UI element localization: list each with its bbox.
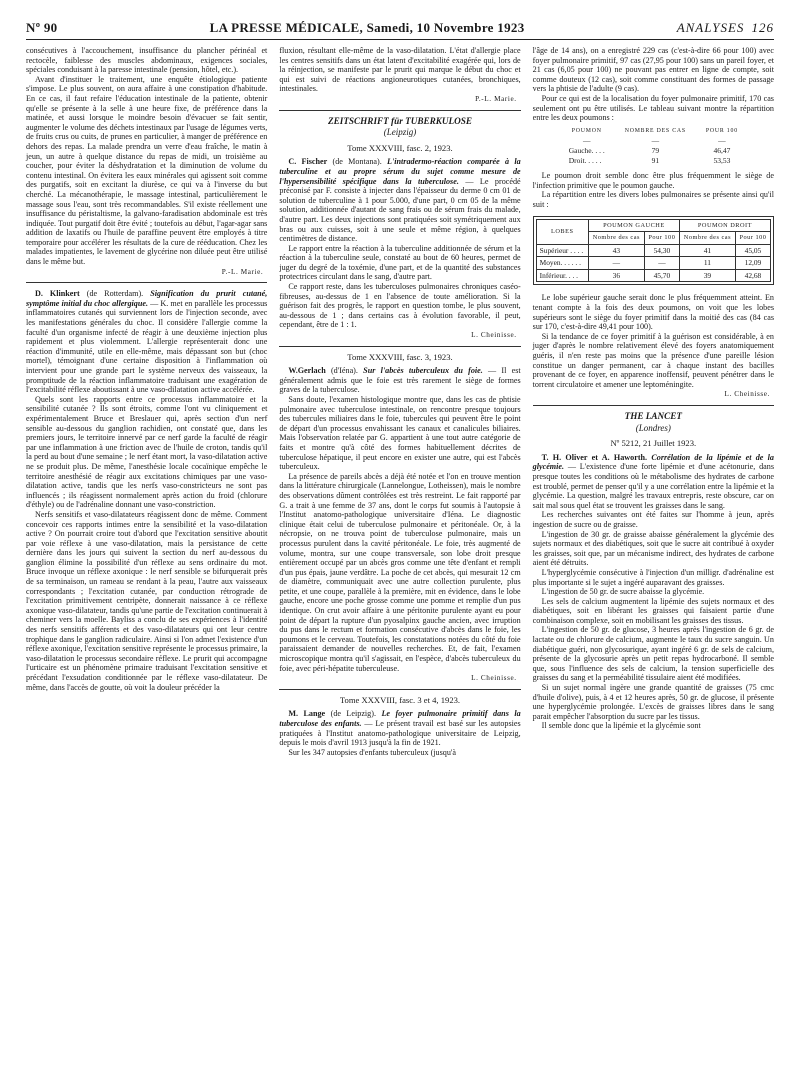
article-author: T. H. Oliver et A. Haworth.	[541, 452, 648, 462]
column-1	[26, 46, 267, 757]
article-title: Signification du prurit cutané, symptôme initial du choc allergique.	[26, 289, 268, 308]
divider	[279, 110, 520, 111]
signature: P.-L. Marie.	[221, 267, 264, 276]
paragraph: La répartition entre les divers lobes pulmonaires se présente ainsi qu'il suit :	[532, 190, 774, 209]
article-text: — Il est généralement admis que le foie est très rarement le siège de formes graves de la tuberculose.	[279, 366, 521, 395]
table-header: POUMON DROIT	[679, 219, 770, 232]
table-row	[559, 146, 748, 156]
table-cell: Inférieur. . . .	[536, 269, 588, 282]
article-author: W.Gerlach	[288, 366, 326, 376]
table-cell: —	[644, 257, 679, 270]
table-cell: 45,70	[644, 269, 679, 282]
table-cell: 43	[588, 244, 644, 257]
table-cell: 42,68	[735, 269, 770, 282]
lung-distribution-table: POUMON NOMBRE DES CAS POUR 100 — — — Gauche. . . . 79 46,47 Droit. . . . . 91 53,53	[559, 127, 748, 165]
paragraph: l'âge de 14 ans), on a enregistré 229 cas (c'est-à-dire 66 pour 100) avec foyer pulmonaire primitif, 97 cas (27,95 pour 100) sans un pareil foyer, et 21 cas (6,05 pour 100) ne pouvant pas entrer en ligne de compte, soit comme douteux (12 cas), soit comme constituant des formes de passage vers la phtisie de l'adulte (9 cas).	[532, 46, 774, 94]
paragraph: L'ingestion de 30 gr. de graisse abaisse généralement la glycémie des sujets normaux et des diabétiques, soit que le sucre ait contribué à oxyder les graisses, soit que, par un mécanisme indirect, des hydrates de carbone aient été détruits.	[532, 529, 774, 568]
article-oliver-haworth	[533, 453, 774, 511]
table-cell: 79	[651, 145, 660, 155]
volume-line: Tome XXXVIII, fasc. 3 et 4, 1923.	[339, 694, 461, 705]
divider	[533, 405, 774, 406]
running-header	[26, 0, 774, 40]
paragraph: Il semble donc que la lipémie et la glycémie sont	[541, 721, 701, 731]
divider	[279, 689, 520, 690]
table-cell: Moyen. . . . . .	[536, 257, 588, 270]
volume-line: Nº 5212, 21 Juillet 1923.	[610, 438, 697, 449]
article-text: — Le procédé préconisé par F. consiste à injecter dans l'épaisseur du derme 0 cm 01 de solution de tuberculine à 1 pour 5.000, d'une part, 0 cm 05 de la même solution, additionnée d'autant de sang frais ou de sérum frais du malade, d'autre part. Les deux injections sont pratiquées soit symétriquement aux bras ou aux cuisses, soit à une seule et même région, à quelques centimètres de distance.	[279, 176, 521, 244]
table-row	[536, 269, 770, 282]
article-author: M. Lange	[288, 709, 326, 719]
article-place: (de Montana).	[327, 157, 388, 167]
article-title: Sur l'abcès tuberculeux du foie.	[363, 366, 483, 376]
paragraph: Le lobe supérieur gauche serait donc le plus fréquemment atteint. En tenant compte à la fois des deux poumons, on voit que les lobes supérieurs sont le siège du foyer primitif dans la moitié des cas (84 cas sur 170, c'est-à-dire 49,41 pour 100).	[532, 293, 774, 332]
signature: P.-L. Marie.	[475, 94, 517, 103]
journal-title: LA PRESSE MÉDICALE, Samedi, 10 Novembre 1923	[209, 20, 525, 35]
article-fischer	[279, 157, 520, 243]
paragraph: L'ingestion de 50 gr. de sucre abaisse la glycémie.	[541, 587, 705, 597]
table-cell: Gauche. . . .	[568, 145, 605, 155]
table-cell: 12,09	[735, 257, 770, 270]
paragraph: consécutives à l'accouchement, insuffisance du plancher périnéal et rectocèle, faiblesse des muscles abdominaux, exigences sociales, spéciales conduisant à la paresse intestinale (pension, hôtel, etc.).	[26, 46, 268, 75]
paragraph: L'hyperglycémie consécutive à l'injection d'un milligr. d'adrénaline est plus importante si le sujet a ingéré auparavant des graisses.	[532, 567, 774, 587]
paragraph: Quels sont les rapports entre ce processus inflammatoire et la sensibilité cutanée ? Ils sont étroits, comme l'ont vu cliniquement et expérimentalement Bruce et Breslauer qui, après section d'un nerf sensible au-dessous du ganglion rachidien, ont constaté que, dans les premiers jours, le territoire innervé par ce nerf garde la faculté de réagir par une inflammation à une friction avec de l'huile de croton, tandis qu'il la perd au bout d'une semaine ; le nerf étant mort, la vaso-dilatation active ne se produit plus. De même, l'anesthésie locale cocaïnique empêche le territoire anesthésié de réagir aux excitations chimiques par une vaso-dilatation active, tandis que les nerfs vaso-constricteurs ne sont pas influencés ; ils réagissent normalement après action du froid (chlorure d'éthyle) ou de l'adrénaline donnant une vaso-constriction.	[26, 394, 268, 510]
column-3	[533, 46, 774, 757]
journal-place: (Leipzig)	[383, 127, 417, 138]
table-cell: 41	[679, 244, 735, 257]
paragraph: Si un sujet normal ingère une grande quantité de graisses (75 cmc d'huile d'olive), puis, à 4 et 12 heures après, 50 gr. de glucose, il présente une hyperglycémie prolongée. L'excès de graisses libres dans le sang parait empêcher l'absorption du sucre par les tissus.	[532, 683, 774, 721]
paragraph: La présence de pareils abcès a déjà été notée et l'on en trouve mention dans la littérature chirurgicale (Lannelongue, Lotheissen), mais le nombre des observations dûment contrôlées est très restreint. Le fait rapporté par G. a trait à une femme de 37 ans, dont le corps fut soumis à l'autopsie à l'Institut anatomo-pathologique universitaire d'Iéna. Le diagnostic clinique était celui de tuberculose pulmonaire et péritonéale. Or, à la nécropsie, on ne trouva point de tuberculose pulmonaire, mais un processus purulent dans la cavité péritonéale. Le foie, très augmenté de volume, montra, sur une coupe transversale, son lobe droit presque entièrement occupé par un abcès gros comme une tête d'enfant et rempli d'un pus épais, jaune verdâtre. La poche de cet abcès, qui mesurait 12 cm de diamètre, communiquait avec une autre collection purulente, plus petite, et une coupe, parallèle à la première, mit en évidence, dans le lobe gauche, encore une poche grosse comme une pomme et remplie d'un pus identique. On crut avoir affaire à une péritonite purulente ayant eu pour point de départ la rupture d'un pyosalpinx gauche ancien, avec irruption du pus dans le rectum et formation consécutive d'abcès dans le foie, les poumons et le cerveau. Toutefois, les constatations notées du côté du foie paraissaient demander de nouvelles recherches. Et, de fait, l'examen microscopique montra qu'il s'agissait, en l'espèce, d'abcès tuberculeux du foie, avec péri-hépatite tuberculeuse.	[279, 471, 521, 673]
divider	[26, 282, 267, 283]
signature: L. Cheinisse.	[724, 390, 770, 399]
table-cell: 36	[588, 269, 644, 282]
table-header: POUMON	[571, 127, 602, 134]
table-cell: 91	[651, 155, 660, 165]
article-text: — K. met en parallèle les processus inflammatoires cutanés qui surviennent lors de l'injection seconde, avec les manifestations générales du choc. Il considère l'allergie comme la faculté d'un organisme infecté de réagir à une deuxième injection plus rapidement et plus violemment. L'allergie représenterait donc une réaction d'immunité, utile en elle-même, mais dépassant son but (choc mortel), témoignant d'une certaine disposition à l'inflammation où intervient pour une grande part le système nerveux des vaisseaux, la promptitude de la réaction inflammatoire traduisant une exagération de l'excitabilité réflexe aboutissant à une vaso-dilatation active accélérée.	[26, 298, 268, 395]
volume-line: Tome XXXVIII, fasc. 2, 1923.	[347, 142, 453, 153]
article-gerlach	[279, 366, 520, 395]
article-place: (de Rotterdam).	[79, 289, 151, 299]
journal-place: (Londres)	[635, 422, 671, 433]
article-text: — L'existence d'une forte lipémie et d'une acétonurie, dans presque toutes les conditions où le métabolisme des hydrates de carbone est troublé, permet de penser qu'il y a une corrélation entre la lipémie et la glycémie. La question, malgré les travaux entrepris, reste obscure, car on sait mal sous quel état se trouvent les graisses dans le sang.	[532, 462, 774, 510]
table-cell: Droit. . . . .	[568, 155, 602, 165]
table-row	[536, 257, 770, 270]
table-cell: 46,47	[713, 145, 731, 155]
article-place: (d'Iéna).	[325, 366, 364, 376]
paragraph: L'ingestion de 50 gr. de glucose, 3 heures après l'ingestion de 6 gr. de lactate ou de chlorure de calcium, augmente le taux du sucre sanguin. Un diabétique guéri, non glycosurique, ayant ingéré 6 gr. de sels de calcium, présente de la glycosurie après un petit repas hydrocarboné. Il semble que, sous l'influence des sels de calcium, la tension superficielle des graisses du sang et la perméabilité tissulaire aient été modifiées.	[532, 625, 774, 683]
table-cell: 11	[679, 257, 735, 270]
table-header: Nombre des cas	[588, 232, 644, 245]
table-cell: 39	[679, 269, 735, 282]
page-number: 126	[751, 20, 774, 35]
paragraph: Les sels de calcium augmentent la lipémie des sujets normaux et des diabétiques, soit en libérant les graisses qui faisaient partie d'une combinaison complexe, soit en mobilisant les graisses des tissus.	[532, 596, 774, 625]
signature: L. Cheinisse.	[471, 674, 517, 683]
journal-heading: THE LANCET	[624, 411, 683, 421]
article-author: D. Klinkert	[35, 289, 80, 299]
paragraph: Le rapport entre la réaction à la tuberculine additionnée de sérum et la réaction à la tuberculine seule, constaté au bout de 60 heures, permet de juger du degré de la toxémie, d'une part, et de la quantité des substances protectrices circulant dans le sang, d'autre part.	[279, 243, 521, 282]
paragraph: Nerfs sensitifs et vaso-dilatateurs réagissent donc de même. Comment concevoir ces rapports intimes entre la sensibilité et la vaso-dilatation active ? On pourrait croire tout d'abord que l'excitation sensitive aboutit par voie réflexe à une vaso-dilatation, mais la persistance de cette dernière dans les jours qui suivent la section du nerf au-dessous du ganglion élimine la possibilité d'un réflexe au sens ordinaire du mot. Bruce invoque un réflexe axonique : le nerf sensible se bifurquerait près de sa terminaison, un rameau se rendant à la peau, l'autre aux vaisseaux correspondants ; l'excitation cutanée, par conduction rétrograde de l'excitation primitivement centripète, donnerait naissance à ce réflexe axonique vaso-dilatateur, tandis qu'une partie de l'excitation continuerait à cheminer vers la moelle. Bayliss a conclu de ses expériences à l'identité des nerfs sensitifs afférents et des vaso-dilatateurs qui ont leur centre trophique dans le ganglion radiculaire. Ainsi si l'on admet l'existence d'un réflexe axonique, l'excitation sensitive représente le processus primaire, la vaso-dilatation le processus secondaire réflexe. Le prurit qui accompagne l'urticaire est un phénomène primaire traduisant l'excitation sensitive et précédant l'exsudation conditionnée par le réflexe vaso-dilatateur. De même, dans l'accès de goutte, où voit la douleur précéder la	[26, 509, 268, 692]
table-cell: Supérieur . . . .	[536, 244, 588, 257]
paragraph: Pour ce qui est de la localisation du foyer pulmonaire primitif, 170 cas seulement ont pu être utilisés. Le tableau suivant montre la répartition entre les deux poumons :	[532, 93, 774, 123]
divider	[279, 346, 520, 347]
article-klinkert	[26, 289, 267, 395]
article-title: L'intradermo-réaction comparée à la tuberculine et au propre sérum du sujet comme mesure de l'hypersensibilité spécifique dans la tuberculose.	[279, 157, 521, 186]
section-name: ANALYSES	[676, 20, 745, 35]
paragraph: Ce rapport reste, dans les tuberculoses pulmonaires chroniques caséo-fibreuses, au-dessus de 1 en l'absence de toute amélioration. Si la guérison fait des progrès, le rapport en question tombe, le plus souvent, au-dessous de 1 ; dans certains cas à évolution favorable, il peut, cependant, être de 1 : 1.	[279, 282, 521, 330]
table-cell: 54,30	[644, 244, 679, 257]
lobe-distribution-table	[536, 219, 771, 283]
table-header: Nombre des cas	[679, 232, 735, 245]
paragraph: Le poumon droit semble donc être plus fréquemment le siège de l'infection primitive que le poumon gauche.	[532, 171, 774, 190]
lobe-table-frame	[533, 216, 774, 286]
table-row	[559, 156, 748, 166]
table-header: Pour 100	[735, 232, 770, 245]
table-header: NOMBRE DES CAS	[624, 127, 686, 134]
table-row	[536, 244, 770, 257]
volume-line: Tome XXXVIII, fasc. 3, 1923.	[347, 351, 453, 362]
paragraph: Sur les 347 autopsies d'enfants tuberculeux (jusqu'à	[288, 747, 456, 757]
paragraph: Sans doute, l'examen histologique montre que, dans les cas de phtisie pulmonaire avec tuberculose intestinale, on rencontre presque toujours des tubercules miliaires dans le foie, tubercules qui peuvent être le point de départ d'un processus envahissant les canaux et canalicules biliaires. Mais l'observation relatée par G. appartient à une tout autre catégorie de faits et montre qu'à côté des formes habituellement décrites de tuberculose hépatique, il peut encore en exister une autre, qui est l'abcès tuberculeux.	[279, 395, 521, 472]
paragraph: Les recherches suivantes ont été faites sur l'homme à jeun, après ingestion de sucre ou de graisse.	[532, 510, 774, 529]
table-header: LOBES	[536, 219, 588, 244]
issue-number: Nº 90	[26, 20, 58, 35]
section-and-page	[677, 20, 774, 36]
article-title: Corrélation de la lipémie et de la glycémie.	[532, 452, 774, 472]
journal-heading: ZEITSCHRIFT für TUBERKULOSE	[328, 115, 472, 126]
paragraph: fluxion, résultant elle-même de la vaso-dilatation. L'état d'allergie place les centres sensitifs dans un état latent d'excitabilité exagérée qui, lors de la réinjection, se manifeste par le prurit qui marque le début du choc et qui est suivi de réactions angioneurotiques cutanées, bronchiques, intestinales.	[279, 46, 521, 94]
article-author: C. Fischer	[288, 157, 328, 167]
signature: L. Cheinisse.	[471, 331, 517, 340]
columns	[26, 46, 774, 757]
table-header: POUR 100	[705, 127, 738, 134]
table-cell: 53,53	[713, 155, 731, 165]
article-lange	[279, 709, 520, 747]
article-text: — Le présent travail est basé sur les autopsies pratiquées à l'Institut anatomo-pathologique universitaire de Leipzig, depuis le mois d'avril 1913 jusqu'à la fin de 1921.	[279, 719, 521, 748]
table-cell: 45,05	[735, 244, 770, 257]
column-2	[279, 46, 520, 757]
paragraph: Avant d'instituer le traitement, une enquête étiologique patiente s'impose. Le plus souvent, on aura affaire à une constipation d'habitude. En ce cas, il faut refaire l'éducation intestinale de la patiente, obtenir qu'elle se présente à la selle à une heure fixe, de préférence dans la matinée, et aussi lorsque le moindre besoin d'évacuer se fait sentir, augmenter le volume des déchets intestinaux par l'usage de légumes verts, de fruits crus ou cuits, de prunes en particulier, à manger de préférence en dehors des repas. La malade prendra un verre d'eau fraîche, le matin à jeun, un autre à quelque distance du repas de midi, un troisième au coucher, pour éviter la déshydratation et la diminution de volume du contenu intestinal. On évitera les eaux minérales qui agissent soit comme des purgatifs, soit en excitant la diurèse, ce qui va à l'inverse du but cherché. La mécanothérapie, le massage intestinal, particulièrement le massage sous l'eau, sont très recommandables. S'il existe réellement une insuffisance du péristaltisme, la galvano-faradisation abdominale est très indiquée. Tout purgatif doit être évité ; toutefois au début, l'agar-agar sans addition de laxatifs ou l'huile de paraffine peuvent être employés à titre temporaire pour accélérer les résultats de la cure de rééducation. Chez les malades impatientes, le lavement de glycérine non diluée peut être utilisé dans le même but.	[26, 74, 268, 267]
table-header: POUMON GAUCHE	[588, 219, 679, 232]
article-title: Le foyer pulmonaire primitif dans la tuberculose des enfants.	[279, 709, 521, 728]
table-header: Pour 100	[644, 232, 679, 245]
table-cell: —	[588, 257, 644, 270]
paragraph: Si la tendance de ce foyer primitif à la guérison est considérable, à en juger d'après le nombre relativement élevé des foyers anatomiquement guéris, il n'en reste pas moins que la présence d'une pareille lésion constitue un danger permanent, car à chaque instant des bacilles provenant de ce foyer, en apparence inoffensif, peuvent pénétrer dans le torrent circulatoire et amener une leptoméningite.	[532, 331, 774, 389]
article-place: (de Leipzig).	[325, 709, 382, 719]
